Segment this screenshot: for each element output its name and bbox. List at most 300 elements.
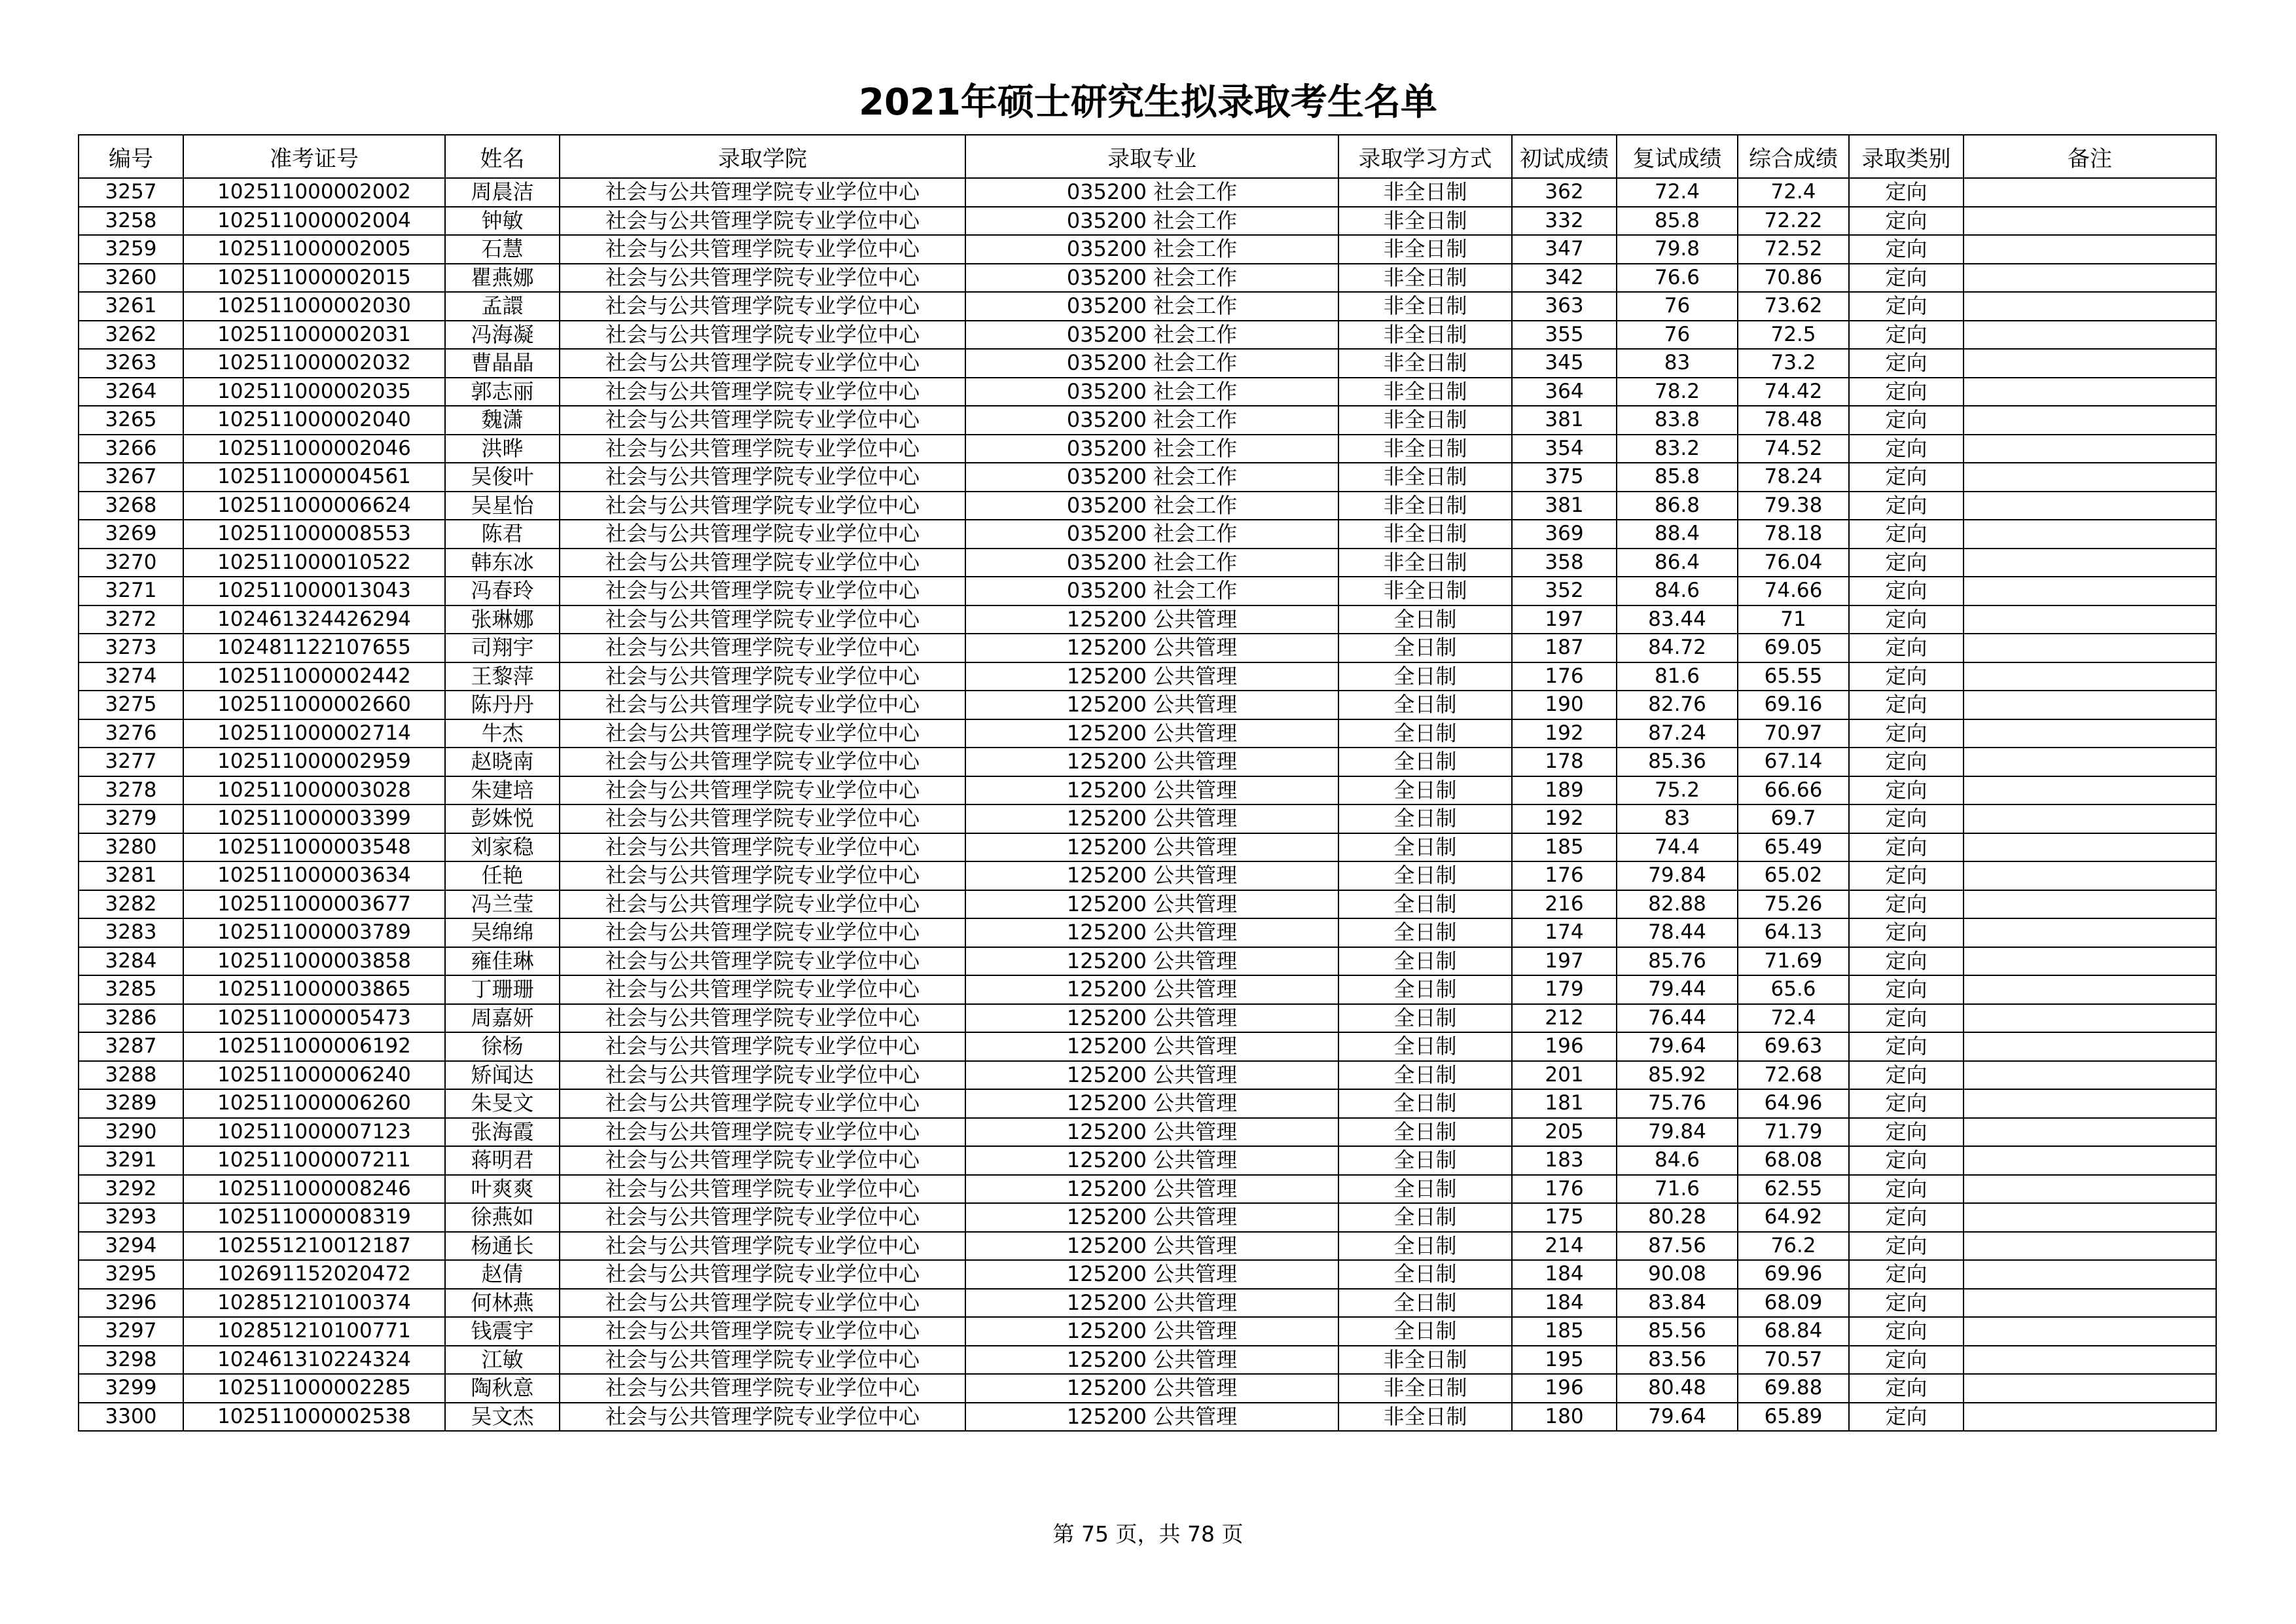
cell-college: 社会与公共管理学院专业学位中心	[560, 748, 965, 776]
cell-initial-score: 364	[1512, 378, 1617, 406]
cell-category: 定向	[1849, 1346, 1964, 1375]
cell-remarks	[1964, 918, 2216, 947]
table-row	[79, 549, 2216, 577]
cell-number: 3278	[79, 776, 183, 805]
cell-name: 石慧	[445, 235, 560, 264]
table-row	[79, 435, 2216, 463]
cell-name: 张琳娜	[445, 605, 560, 634]
cell-total-score: 70.57	[1738, 1346, 1849, 1375]
cell-name: 韩东冰	[445, 549, 560, 577]
table-row	[79, 577, 2216, 605]
cell-remarks	[1964, 520, 2216, 549]
table-row	[79, 748, 2216, 776]
cell-college: 社会与公共管理学院专业学位中心	[560, 406, 965, 435]
cell-name: 周晨洁	[445, 178, 560, 207]
cell-category: 定向	[1849, 235, 1964, 264]
cell-number: 3295	[79, 1260, 183, 1289]
cell-retest-score: 84.6	[1617, 1146, 1738, 1175]
cell-remarks	[1964, 748, 2216, 776]
cell-name: 吴星怡	[445, 492, 560, 520]
cell-number: 3299	[79, 1374, 183, 1403]
cell-college: 社会与公共管理学院专业学位中心	[560, 235, 965, 264]
column-header: 录取学习方式	[1338, 135, 1512, 178]
cell-college: 社会与公共管理学院专业学位中心	[560, 292, 965, 321]
cell-major: 125200 公共管理	[965, 634, 1338, 662]
column-header: 准考证号	[183, 135, 445, 178]
cell-study-mode: 非全日制	[1338, 406, 1512, 435]
cell-college: 社会与公共管理学院专业学位中心	[560, 861, 965, 890]
cell-category: 定向	[1849, 1374, 1964, 1403]
cell-exam-id: 102461324426294	[183, 605, 445, 634]
document-title: 2021年硕士研究生拟录取考生名单	[859, 81, 1437, 124]
cell-initial-score: 176	[1512, 861, 1617, 890]
table-row	[79, 634, 2216, 662]
cell-college: 社会与公共管理学院专业学位中心	[560, 947, 965, 976]
cell-remarks	[1964, 1146, 2216, 1175]
cell-initial-score: 381	[1512, 406, 1617, 435]
cell-total-score: 69.96	[1738, 1260, 1849, 1289]
table-row	[79, 235, 2216, 264]
cell-number: 3294	[79, 1232, 183, 1261]
cell-study-mode: 全日制	[1338, 605, 1512, 634]
table-row	[79, 264, 2216, 293]
column-header: 录取类别	[1849, 135, 1964, 178]
table-row	[79, 975, 2216, 1004]
cell-total-score: 73.62	[1738, 292, 1849, 321]
table-row	[79, 292, 2216, 321]
cell-category: 定向	[1849, 406, 1964, 435]
cell-major: 125200 公共管理	[965, 804, 1338, 833]
cell-major: 125200 公共管理	[965, 1346, 1338, 1375]
cell-college: 社会与公共管理学院专业学位中心	[560, 378, 965, 406]
cell-total-score: 65.6	[1738, 975, 1849, 1004]
cell-initial-score: 347	[1512, 235, 1617, 264]
cell-major: 125200 公共管理	[965, 776, 1338, 805]
cell-category: 定向	[1849, 1289, 1964, 1318]
cell-remarks	[1964, 947, 2216, 976]
cell-study-mode: 非全日制	[1338, 235, 1512, 264]
table-row	[79, 1175, 2216, 1204]
cell-name: 陈丹丹	[445, 691, 560, 719]
cell-initial-score: 355	[1512, 321, 1617, 350]
cell-major: 125200 公共管理	[965, 890, 1338, 919]
cell-study-mode: 全日制	[1338, 975, 1512, 1004]
cell-college: 社会与公共管理学院专业学位中心	[560, 634, 965, 662]
table-row	[79, 947, 2216, 976]
cell-major: 035200 社会工作	[965, 577, 1338, 605]
cell-number: 3297	[79, 1317, 183, 1346]
cell-initial-score: 197	[1512, 605, 1617, 634]
cell-total-score: 79.38	[1738, 492, 1849, 520]
cell-initial-score: 185	[1512, 1317, 1617, 1346]
cell-total-score: 70.86	[1738, 264, 1849, 293]
cell-name: 赵晓南	[445, 748, 560, 776]
cell-major: 035200 社会工作	[965, 435, 1338, 463]
cell-number: 3257	[79, 178, 183, 207]
cell-study-mode: 全日制	[1338, 691, 1512, 719]
cell-study-mode: 全日制	[1338, 947, 1512, 976]
cell-retest-score: 72.4	[1617, 178, 1738, 207]
cell-name: 徐杨	[445, 1032, 560, 1061]
cell-remarks	[1964, 605, 2216, 634]
cell-major: 125200 公共管理	[965, 1374, 1338, 1403]
page-number: 第 75 页，共 78 页	[1052, 1521, 1244, 1547]
cell-number: 3258	[79, 207, 183, 236]
cell-retest-score: 83.2	[1617, 435, 1738, 463]
cell-category: 定向	[1849, 918, 1964, 947]
cell-initial-score: 180	[1512, 1403, 1617, 1432]
cell-remarks	[1964, 1203, 2216, 1232]
cell-exam-id: 102511000002002	[183, 178, 445, 207]
cell-exam-id: 102511000008246	[183, 1175, 445, 1204]
cell-number: 3271	[79, 577, 183, 605]
cell-college: 社会与公共管理学院专业学位中心	[560, 549, 965, 577]
table-row	[79, 861, 2216, 890]
table-row	[79, 890, 2216, 919]
cell-major: 125200 公共管理	[965, 1146, 1338, 1175]
cell-number: 3300	[79, 1403, 183, 1432]
cell-initial-score: 183	[1512, 1146, 1617, 1175]
cell-study-mode: 全日制	[1338, 1232, 1512, 1261]
cell-exam-id: 102511000006240	[183, 1061, 445, 1090]
cell-exam-id: 102511000008319	[183, 1203, 445, 1232]
table-row	[79, 1346, 2216, 1375]
cell-remarks	[1964, 1232, 2216, 1261]
cell-remarks	[1964, 861, 2216, 890]
table-row	[79, 378, 2216, 406]
cell-initial-score: 205	[1512, 1118, 1617, 1147]
cell-total-score: 68.09	[1738, 1289, 1849, 1318]
cell-college: 社会与公共管理学院专业学位中心	[560, 1146, 965, 1175]
cell-study-mode: 全日制	[1338, 1032, 1512, 1061]
table-row	[79, 520, 2216, 549]
cell-remarks	[1964, 1175, 2216, 1204]
cell-number: 3279	[79, 804, 183, 833]
cell-major: 035200 社会工作	[965, 178, 1338, 207]
cell-study-mode: 全日制	[1338, 804, 1512, 833]
table-row	[79, 463, 2216, 492]
table-row	[79, 1089, 2216, 1118]
cell-category: 定向	[1849, 1004, 1964, 1033]
cell-remarks	[1964, 634, 2216, 662]
cell-college: 社会与公共管理学院专业学位中心	[560, 577, 965, 605]
cell-remarks	[1964, 321, 2216, 350]
cell-total-score: 66.66	[1738, 776, 1849, 805]
cell-retest-score: 76.6	[1617, 264, 1738, 293]
cell-total-score: 76.04	[1738, 549, 1849, 577]
cell-exam-id: 102511000002005	[183, 235, 445, 264]
cell-category: 定向	[1849, 1403, 1964, 1432]
cell-major: 125200 公共管理	[965, 662, 1338, 691]
cell-retest-score: 79.8	[1617, 235, 1738, 264]
cell-total-score: 72.4	[1738, 178, 1849, 207]
table-row	[79, 1374, 2216, 1403]
cell-study-mode: 全日制	[1338, 918, 1512, 947]
table-row	[79, 492, 2216, 520]
cell-name: 陈君	[445, 520, 560, 549]
cell-number: 3276	[79, 719, 183, 748]
column-header: 编号	[79, 135, 183, 178]
cell-initial-score: 195	[1512, 1346, 1617, 1375]
cell-college: 社会与公共管理学院专业学位中心	[560, 1061, 965, 1090]
cell-number: 3261	[79, 292, 183, 321]
cell-initial-score: 363	[1512, 292, 1617, 321]
cell-total-score: 78.48	[1738, 406, 1849, 435]
cell-category: 定向	[1849, 1061, 1964, 1090]
table-row	[79, 321, 2216, 350]
cell-number: 3260	[79, 264, 183, 293]
cell-remarks	[1964, 1403, 2216, 1432]
cell-exam-id: 102511000003858	[183, 947, 445, 976]
cell-total-score: 78.18	[1738, 520, 1849, 549]
cell-remarks	[1964, 1289, 2216, 1318]
cell-exam-id: 102511000003677	[183, 890, 445, 919]
cell-category: 定向	[1849, 833, 1964, 862]
cell-number: 3293	[79, 1203, 183, 1232]
cell-initial-score: 178	[1512, 748, 1617, 776]
cell-study-mode: 全日制	[1338, 890, 1512, 919]
cell-retest-score: 76	[1617, 292, 1738, 321]
cell-exam-id: 102511000004561	[183, 463, 445, 492]
cell-retest-score: 74.4	[1617, 833, 1738, 862]
cell-exam-id: 102511000010522	[183, 549, 445, 577]
cell-initial-score: 214	[1512, 1232, 1617, 1261]
cell-initial-score: 174	[1512, 918, 1617, 947]
cell-initial-score: 189	[1512, 776, 1617, 805]
cell-study-mode: 全日制	[1338, 634, 1512, 662]
cell-name: 矫闻达	[445, 1061, 560, 1090]
column-header: 姓名	[445, 135, 560, 178]
cell-number: 3282	[79, 890, 183, 919]
cell-major: 035200 社会工作	[965, 235, 1338, 264]
cell-exam-id: 102511000013043	[183, 577, 445, 605]
cell-initial-score: 354	[1512, 435, 1617, 463]
cell-retest-score: 76	[1617, 321, 1738, 350]
cell-category: 定向	[1849, 292, 1964, 321]
cell-remarks	[1964, 492, 2216, 520]
cell-initial-score: 375	[1512, 463, 1617, 492]
cell-retest-score: 80.28	[1617, 1203, 1738, 1232]
cell-name: 吴俊叶	[445, 463, 560, 492]
cell-major: 125200 公共管理	[965, 1089, 1338, 1118]
cell-name: 刘家稳	[445, 833, 560, 862]
cell-initial-score: 345	[1512, 349, 1617, 378]
cell-name: 任艳	[445, 861, 560, 890]
cell-initial-score: 362	[1512, 178, 1617, 207]
cell-study-mode: 非全日制	[1338, 520, 1512, 549]
cell-college: 社会与公共管理学院专业学位中心	[560, 804, 965, 833]
cell-major: 125200 公共管理	[965, 1403, 1338, 1432]
table-row	[79, 776, 2216, 805]
cell-retest-score: 79.64	[1617, 1403, 1738, 1432]
cell-college: 社会与公共管理学院专业学位中心	[560, 1004, 965, 1033]
cell-initial-score: 332	[1512, 207, 1617, 236]
table-row	[79, 1146, 2216, 1175]
cell-study-mode: 非全日制	[1338, 1403, 1512, 1432]
cell-retest-score: 87.24	[1617, 719, 1738, 748]
cell-remarks	[1964, 804, 2216, 833]
cell-name: 曹晶晶	[445, 349, 560, 378]
cell-total-score: 76.2	[1738, 1232, 1849, 1261]
cell-name: 钱震宇	[445, 1317, 560, 1346]
cell-number: 3287	[79, 1032, 183, 1061]
cell-remarks	[1964, 1374, 2216, 1403]
cell-exam-id: 102851210100771	[183, 1317, 445, 1346]
cell-initial-score: 185	[1512, 833, 1617, 862]
cell-retest-score: 85.8	[1617, 463, 1738, 492]
cell-number: 3266	[79, 435, 183, 463]
cell-retest-score: 88.4	[1617, 520, 1738, 549]
cell-total-score: 74.66	[1738, 577, 1849, 605]
cell-exam-id: 102511000002660	[183, 691, 445, 719]
cell-college: 社会与公共管理学院专业学位中心	[560, 1403, 965, 1432]
cell-number: 3290	[79, 1118, 183, 1147]
cell-major: 035200 社会工作	[965, 406, 1338, 435]
cell-exam-id: 102511000002538	[183, 1403, 445, 1432]
cell-college: 社会与公共管理学院专业学位中心	[560, 1260, 965, 1289]
cell-remarks	[1964, 207, 2216, 236]
cell-number: 3285	[79, 975, 183, 1004]
cell-major: 035200 社会工作	[965, 207, 1338, 236]
cell-college: 社会与公共管理学院专业学位中心	[560, 719, 965, 748]
cell-total-score: 69.05	[1738, 634, 1849, 662]
cell-remarks	[1964, 235, 2216, 264]
table-row	[79, 1203, 2216, 1232]
column-header: 备注	[1964, 135, 2216, 178]
cell-exam-id: 102511000005473	[183, 1004, 445, 1033]
cell-exam-id: 102511000002031	[183, 321, 445, 350]
column-header: 录取学院	[560, 135, 965, 178]
cell-category: 定向	[1849, 748, 1964, 776]
cell-total-score: 72.4	[1738, 1004, 1849, 1033]
cell-name: 彭姝悦	[445, 804, 560, 833]
cell-retest-score: 83.44	[1617, 605, 1738, 634]
cell-study-mode: 全日制	[1338, 1118, 1512, 1147]
cell-exam-id: 102461310224324	[183, 1346, 445, 1375]
cell-total-score: 69.16	[1738, 691, 1849, 719]
cell-retest-score: 79.84	[1617, 1118, 1738, 1147]
cell-retest-score: 71.6	[1617, 1175, 1738, 1204]
cell-category: 定向	[1849, 435, 1964, 463]
cell-number: 3277	[79, 748, 183, 776]
cell-college: 社会与公共管理学院专业学位中心	[560, 435, 965, 463]
cell-major: 125200 公共管理	[965, 1260, 1338, 1289]
table-row	[79, 349, 2216, 378]
cell-category: 定向	[1849, 776, 1964, 805]
cell-number: 3286	[79, 1004, 183, 1033]
cell-name: 赵倩	[445, 1260, 560, 1289]
cell-retest-score: 78.2	[1617, 378, 1738, 406]
cell-remarks	[1964, 776, 2216, 805]
cell-name: 周嘉妍	[445, 1004, 560, 1033]
cell-exam-id: 102511000002015	[183, 264, 445, 293]
cell-major: 125200 公共管理	[965, 918, 1338, 947]
cell-initial-score: 190	[1512, 691, 1617, 719]
cell-major: 035200 社会工作	[965, 349, 1338, 378]
cell-college: 社会与公共管理学院专业学位中心	[560, 264, 965, 293]
cell-retest-score: 83.8	[1617, 406, 1738, 435]
cell-number: 3259	[79, 235, 183, 264]
cell-study-mode: 全日制	[1338, 1089, 1512, 1118]
cell-remarks	[1964, 719, 2216, 748]
cell-number: 3288	[79, 1061, 183, 1090]
cell-retest-score: 78.44	[1617, 918, 1738, 947]
cell-name: 吴文杰	[445, 1403, 560, 1432]
cell-name: 瞿燕娜	[445, 264, 560, 293]
cell-category: 定向	[1849, 1089, 1964, 1118]
cell-name: 陶秋意	[445, 1374, 560, 1403]
cell-study-mode: 非全日制	[1338, 435, 1512, 463]
cell-exam-id: 102851210100374	[183, 1289, 445, 1318]
cell-college: 社会与公共管理学院专业学位中心	[560, 1232, 965, 1261]
cell-number: 3272	[79, 605, 183, 634]
column-header: 录取专业	[965, 135, 1338, 178]
cell-category: 定向	[1849, 378, 1964, 406]
cell-college: 社会与公共管理学院专业学位中心	[560, 1175, 965, 1204]
cell-total-score: 62.55	[1738, 1175, 1849, 1204]
cell-total-score: 72.68	[1738, 1061, 1849, 1090]
table-row	[79, 804, 2216, 833]
cell-college: 社会与公共管理学院专业学位中心	[560, 1032, 965, 1061]
cell-major: 125200 公共管理	[965, 975, 1338, 1004]
cell-college: 社会与公共管理学院专业学位中心	[560, 1317, 965, 1346]
cell-number: 3292	[79, 1175, 183, 1204]
cell-retest-score: 85.8	[1617, 207, 1738, 236]
cell-category: 定向	[1849, 321, 1964, 350]
cell-exam-id: 102511000003789	[183, 918, 445, 947]
cell-college: 社会与公共管理学院专业学位中心	[560, 691, 965, 719]
cell-major: 125200 公共管理	[965, 947, 1338, 976]
cell-number: 3273	[79, 634, 183, 662]
cell-college: 社会与公共管理学院专业学位中心	[560, 662, 965, 691]
cell-exam-id: 102511000003399	[183, 804, 445, 833]
cell-exam-id: 102511000002285	[183, 1374, 445, 1403]
cell-retest-score: 79.84	[1617, 861, 1738, 890]
cell-name: 杨通长	[445, 1232, 560, 1261]
cell-remarks	[1964, 1118, 2216, 1147]
cell-total-score: 65.49	[1738, 833, 1849, 862]
cell-category: 定向	[1849, 349, 1964, 378]
cell-college: 社会与公共管理学院专业学位中心	[560, 1089, 965, 1118]
cell-number: 3289	[79, 1089, 183, 1118]
cell-name: 朱建培	[445, 776, 560, 805]
cell-name: 冯兰莹	[445, 890, 560, 919]
cell-total-score: 69.63	[1738, 1032, 1849, 1061]
cell-number: 3283	[79, 918, 183, 947]
cell-exam-id: 102511000002030	[183, 292, 445, 321]
cell-remarks	[1964, 549, 2216, 577]
cell-retest-score: 84.6	[1617, 577, 1738, 605]
cell-total-score: 78.24	[1738, 463, 1849, 492]
cell-study-mode: 非全日制	[1338, 463, 1512, 492]
table-row	[79, 719, 2216, 748]
cell-number: 3275	[79, 691, 183, 719]
cell-major: 125200 公共管理	[965, 1061, 1338, 1090]
cell-name: 张海霞	[445, 1118, 560, 1147]
cell-category: 定向	[1849, 1146, 1964, 1175]
cell-college: 社会与公共管理学院专业学位中心	[560, 605, 965, 634]
cell-initial-score: 184	[1512, 1260, 1617, 1289]
cell-number: 3284	[79, 947, 183, 976]
cell-exam-id: 102511000002442	[183, 662, 445, 691]
cell-retest-score: 90.08	[1617, 1260, 1738, 1289]
table-row	[79, 691, 2216, 719]
cell-category: 定向	[1849, 1175, 1964, 1204]
cell-retest-score: 84.72	[1617, 634, 1738, 662]
cell-exam-id: 102511000007123	[183, 1118, 445, 1147]
cell-college: 社会与公共管理学院专业学位中心	[560, 776, 965, 805]
cell-initial-score: 381	[1512, 492, 1617, 520]
